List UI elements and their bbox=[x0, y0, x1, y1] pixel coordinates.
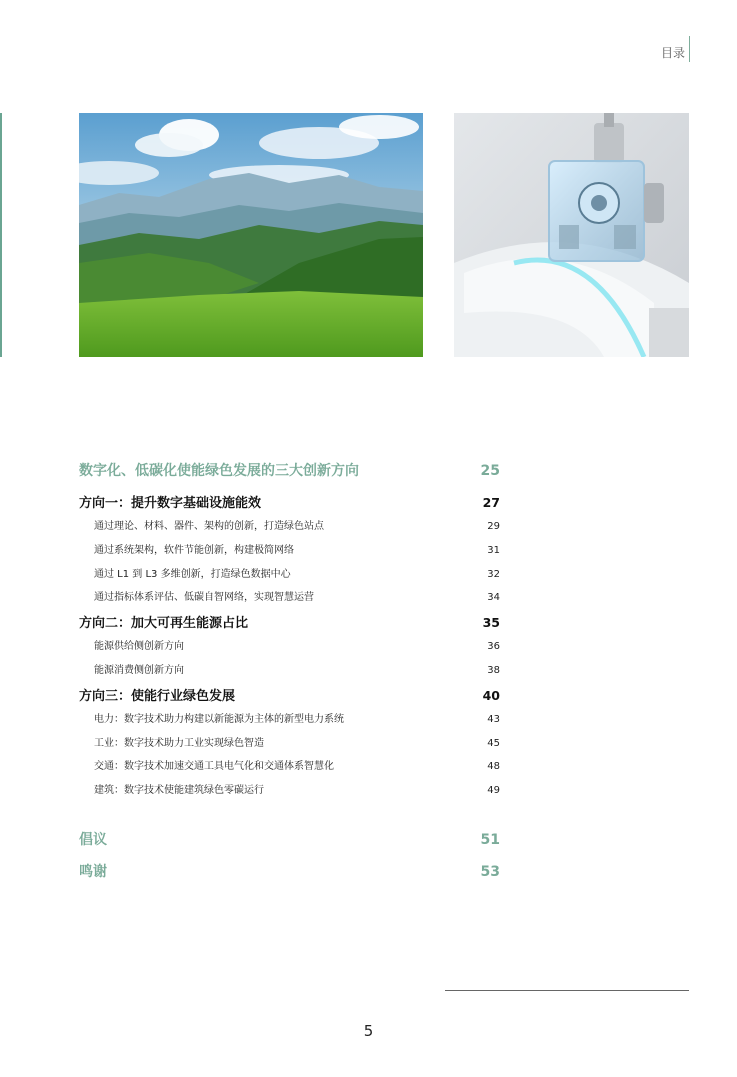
toc-entry-title: 建筑：数字技术使能建筑绿色零碳运行 bbox=[94, 785, 264, 796]
toc-entry-title: 通过指标体系评估、低碳自智网络，实现智慧运营 bbox=[94, 592, 314, 603]
toc-entry[interactable] bbox=[79, 757, 500, 772]
toc-entry-title: 方向二：加大可再生能源占比 bbox=[79, 616, 249, 631]
toc-entry-page: 51 bbox=[480, 832, 500, 848]
toc-entry[interactable] bbox=[79, 734, 500, 749]
toc-entry-page: 49 bbox=[487, 785, 500, 796]
toc-entry-page: 31 bbox=[487, 545, 500, 556]
toc-entry[interactable] bbox=[79, 541, 500, 556]
toc-entry[interactable] bbox=[79, 492, 500, 511]
toc-entry-page: 25 bbox=[480, 463, 500, 479]
toc-entry[interactable] bbox=[79, 861, 500, 881]
footer-divider bbox=[445, 990, 689, 991]
toc-entry-page: 27 bbox=[482, 495, 500, 510]
toc-entry[interactable] bbox=[79, 517, 500, 532]
toc-entry-title: 鸣谢 bbox=[79, 864, 107, 880]
toc-entry-page: 36 bbox=[487, 641, 500, 652]
section-label: 目录 bbox=[660, 46, 685, 60]
toc-entry-page: 48 bbox=[487, 761, 500, 772]
toc-entry-page: 29 bbox=[487, 521, 500, 532]
toc-entry-page: 43 bbox=[487, 714, 500, 725]
toc-entry-title: 能源供给侧创新方向 bbox=[94, 641, 184, 652]
toc-entry-title: 方向一：提升数字基础设施能效 bbox=[79, 496, 262, 511]
toc-entry-title: 数字化、低碳化使能绿色发展的三大创新方向 bbox=[79, 463, 359, 479]
toc-entry[interactable] bbox=[79, 710, 500, 725]
device-photo bbox=[454, 113, 689, 357]
toc-entry-title: 电力：数字技术助力构建以新能源为主体的新型电力系统 bbox=[94, 714, 344, 725]
page-number: 5 bbox=[363, 1022, 374, 1040]
header-divider bbox=[689, 36, 690, 62]
toc-entry-page: 35 bbox=[482, 615, 500, 630]
toc-entry[interactable] bbox=[79, 661, 500, 676]
toc-entry-page: 40 bbox=[482, 688, 500, 703]
landscape-photo bbox=[79, 113, 423, 357]
toc-entry[interactable] bbox=[79, 829, 500, 849]
toc-entry-page: 34 bbox=[487, 592, 500, 603]
toc-entry[interactable] bbox=[79, 460, 500, 480]
toc-entry-title: 通过系统架构，软件节能创新，构建极简网络 bbox=[94, 545, 294, 556]
toc-entry-page: 53 bbox=[480, 864, 500, 880]
toc-entry-title: 倡议 bbox=[79, 832, 107, 848]
toc-entry[interactable] bbox=[79, 612, 500, 631]
toc-entry-title: 能源消费侧创新方向 bbox=[94, 665, 184, 676]
toc-entry-title: 通过理论、材料、器件、架构的创新，打造绿色站点 bbox=[94, 521, 324, 532]
toc-entry-title: 交通：数字技术加速交通工具电气化和交通体系智慧化 bbox=[94, 761, 334, 772]
toc-entry[interactable] bbox=[79, 565, 500, 580]
toc-entry-title: 通过 L1 到 L3 多维创新，打造绿色数据中心 bbox=[94, 569, 291, 580]
toc-entry[interactable] bbox=[79, 781, 500, 796]
toc-entry-title: 方向三：使能行业绿色发展 bbox=[79, 689, 236, 704]
toc-entry-page: 32 bbox=[487, 569, 500, 580]
side-accent-bar bbox=[0, 113, 2, 357]
toc-entry[interactable] bbox=[79, 588, 500, 603]
toc-entry[interactable] bbox=[79, 637, 500, 652]
toc-entry-title: 工业：数字技术助力工业实现绿色智造 bbox=[94, 738, 264, 749]
toc-entry-page: 45 bbox=[487, 738, 500, 749]
toc-entry-page: 38 bbox=[487, 665, 500, 676]
toc-entry[interactable] bbox=[79, 685, 500, 704]
